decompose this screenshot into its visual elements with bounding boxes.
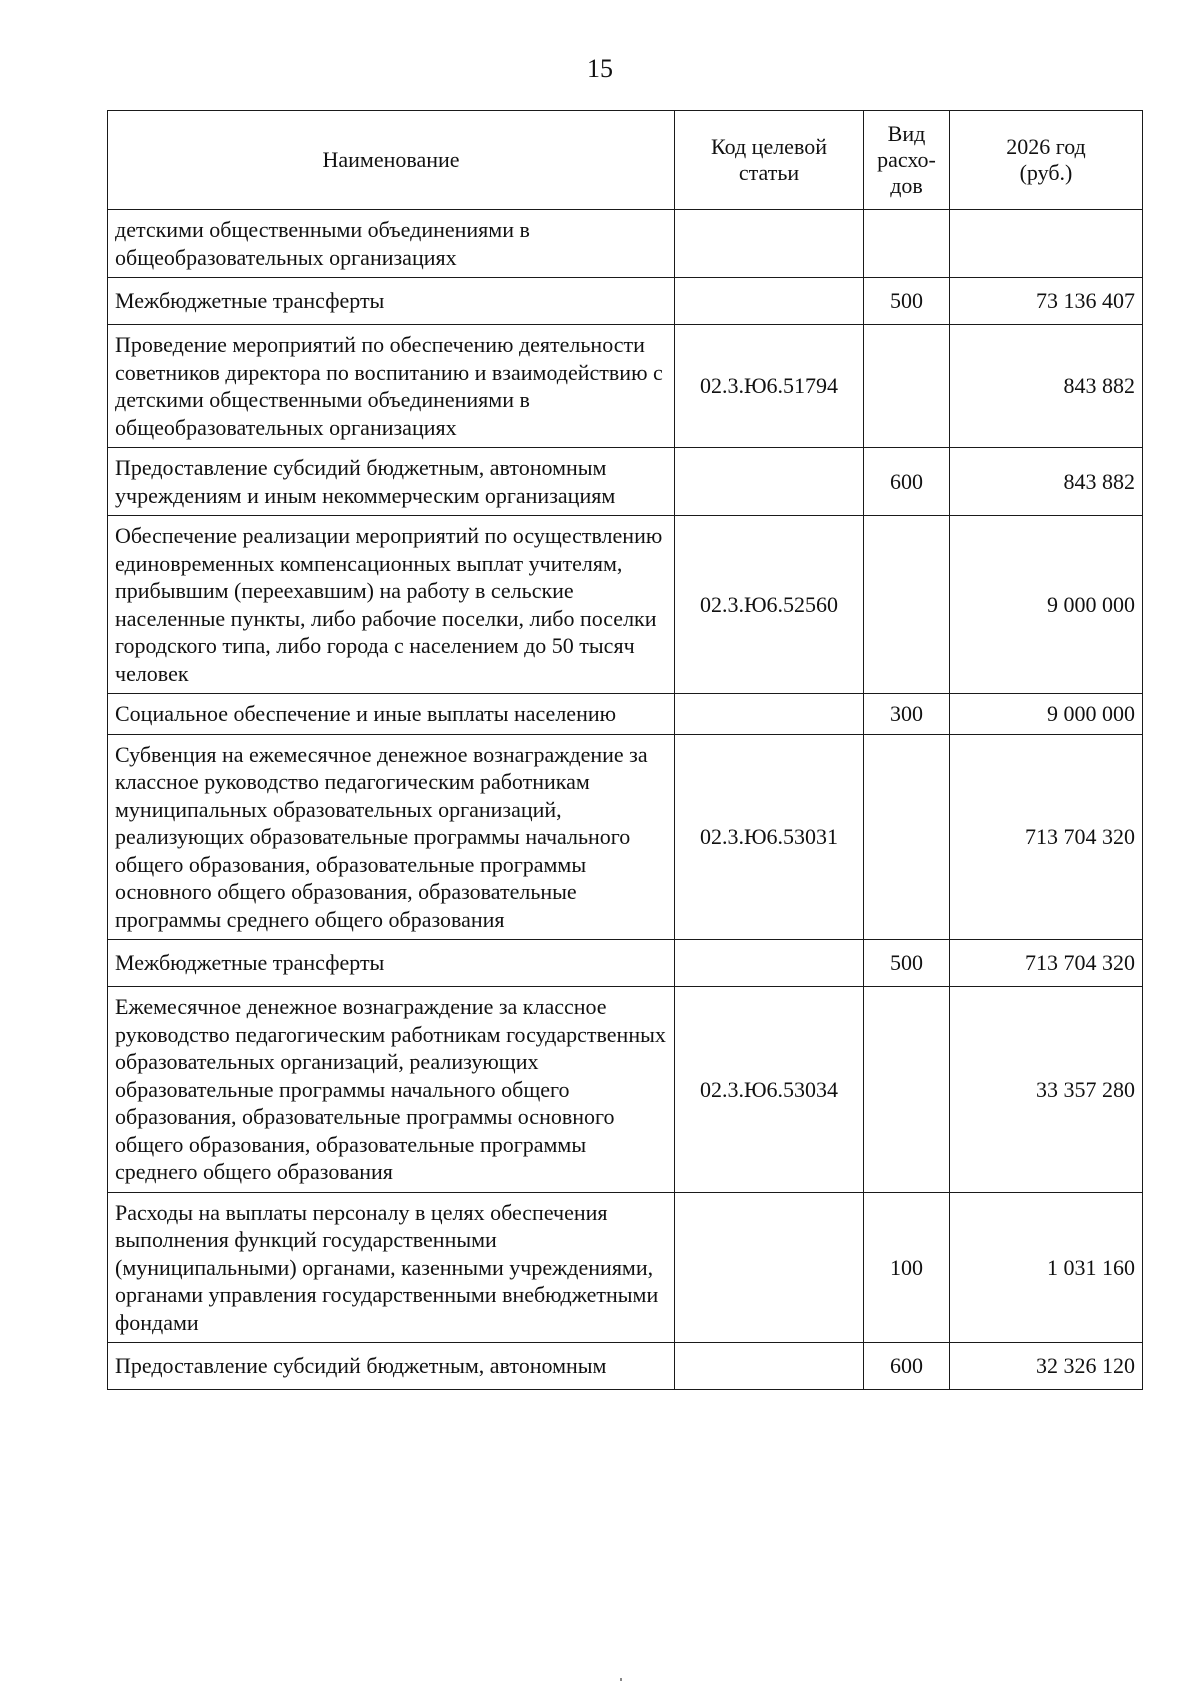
row-name: Предоставление субсидий бюджетным, автономным bbox=[108, 1343, 675, 1390]
header-sum-line1: 2026 год bbox=[1006, 134, 1086, 159]
table-row bbox=[108, 325, 1143, 448]
row-name: Межбюджетные трансферты bbox=[108, 278, 675, 325]
row-name: детскими общественными объединениями в общеобразовательных организациях bbox=[108, 210, 675, 278]
row-code bbox=[675, 1343, 864, 1390]
header-code bbox=[675, 111, 864, 210]
header-sum bbox=[950, 111, 1143, 210]
row-kind bbox=[864, 325, 950, 448]
row-kind: 300 bbox=[864, 694, 950, 735]
row-sum: 9 000 000 bbox=[950, 516, 1143, 694]
budget-table bbox=[107, 110, 1143, 1390]
table-row bbox=[108, 940, 1143, 987]
row-kind: 500 bbox=[864, 278, 950, 325]
row-sum bbox=[950, 210, 1143, 278]
table-row bbox=[108, 734, 1143, 940]
row-code: 02.3.Ю6.51794 bbox=[675, 325, 864, 448]
row-code bbox=[675, 940, 864, 987]
row-kind bbox=[864, 734, 950, 940]
row-kind bbox=[864, 210, 950, 278]
table-row bbox=[108, 1192, 1143, 1343]
table-row bbox=[108, 516, 1143, 694]
row-name: Расходы на выплаты персоналу в целях обеспечения выполнения функций государственными (муниципальными) органами, казенными учреждениями, органами управления государственными внебюджетными фондами bbox=[108, 1192, 675, 1343]
row-kind: 600 bbox=[864, 1343, 950, 1390]
row-name: Предоставление субсидий бюджетным, автономным учреждениям и иным некоммерческим организациям bbox=[108, 448, 675, 516]
table-row bbox=[108, 448, 1143, 516]
row-sum: 713 704 320 bbox=[950, 734, 1143, 940]
row-code bbox=[675, 278, 864, 325]
row-code bbox=[675, 1192, 864, 1343]
row-sum: 713 704 320 bbox=[950, 940, 1143, 987]
row-sum: 843 882 bbox=[950, 325, 1143, 448]
header-kind bbox=[864, 111, 950, 210]
row-kind bbox=[864, 516, 950, 694]
row-sum: 9 000 000 bbox=[950, 694, 1143, 735]
header-name: Наименование bbox=[108, 111, 675, 210]
row-sum: 32 326 120 bbox=[950, 1343, 1143, 1390]
scan-speck bbox=[620, 1678, 622, 1681]
page-number: 15 bbox=[587, 54, 613, 83]
table-row bbox=[108, 210, 1143, 278]
table-row bbox=[108, 278, 1143, 325]
header-kind-line3: дов bbox=[890, 173, 923, 198]
header-sum-line2: (руб.) bbox=[1019, 160, 1073, 185]
row-kind bbox=[864, 987, 950, 1193]
row-name: Обеспечение реализации мероприятий по осуществлению единовременных компенсационных выплат учителям, прибывшим (переехавшим) на работу в сельские населенные пункты, либо рабочие поселки, либо поселки городского типа, либо города с населением до 50 тысяч человек bbox=[108, 516, 675, 694]
row-sum: 1 031 160 bbox=[950, 1192, 1143, 1343]
row-sum: 73 136 407 bbox=[950, 278, 1143, 325]
row-name: Социальное обеспечение и иные выплаты населению bbox=[108, 694, 675, 735]
row-code: 02.3.Ю6.53034 bbox=[675, 987, 864, 1193]
row-kind: 100 bbox=[864, 1192, 950, 1343]
row-name: Межбюджетные трансферты bbox=[108, 940, 675, 987]
header-kind-line2: расхо- bbox=[877, 147, 936, 172]
row-code: 02.3.Ю6.53031 bbox=[675, 734, 864, 940]
row-code bbox=[675, 448, 864, 516]
row-kind: 500 bbox=[864, 940, 950, 987]
header-code-text: Код целевой статьи bbox=[711, 134, 827, 185]
table-row bbox=[108, 987, 1143, 1193]
row-name: Проведение мероприятий по обеспечению деятельности советников директора по воспитанию и взаимодействию с детскими общественными объединениями в общеобразовательных организациях bbox=[108, 325, 675, 448]
row-sum: 33 357 280 bbox=[950, 987, 1143, 1193]
table-row bbox=[108, 1343, 1143, 1390]
row-sum: 843 882 bbox=[950, 448, 1143, 516]
row-code bbox=[675, 694, 864, 735]
row-code bbox=[675, 210, 864, 278]
row-kind: 600 bbox=[864, 448, 950, 516]
row-code: 02.3.Ю6.52560 bbox=[675, 516, 864, 694]
header-kind-line1: Вид bbox=[887, 121, 926, 146]
row-name: Субвенция на ежемесячное денежное вознаграждение за классное руководство педагогическим работникам муниципальных образовательных организаций, реализующих образовательные программы начального общего образования, образовательные программы основного общего образования, образовательные программы среднего общего образования bbox=[108, 734, 675, 940]
table-header-row bbox=[108, 111, 1143, 210]
row-name: Ежемесячное денежное вознаграждение за классное руководство педагогическим работникам государственных образовательных организаций, реализующих образовательные программы начального общего образования, образовательные программы основного общего образования, образовательные программы среднего общего образования bbox=[108, 987, 675, 1193]
table-row bbox=[108, 694, 1143, 735]
